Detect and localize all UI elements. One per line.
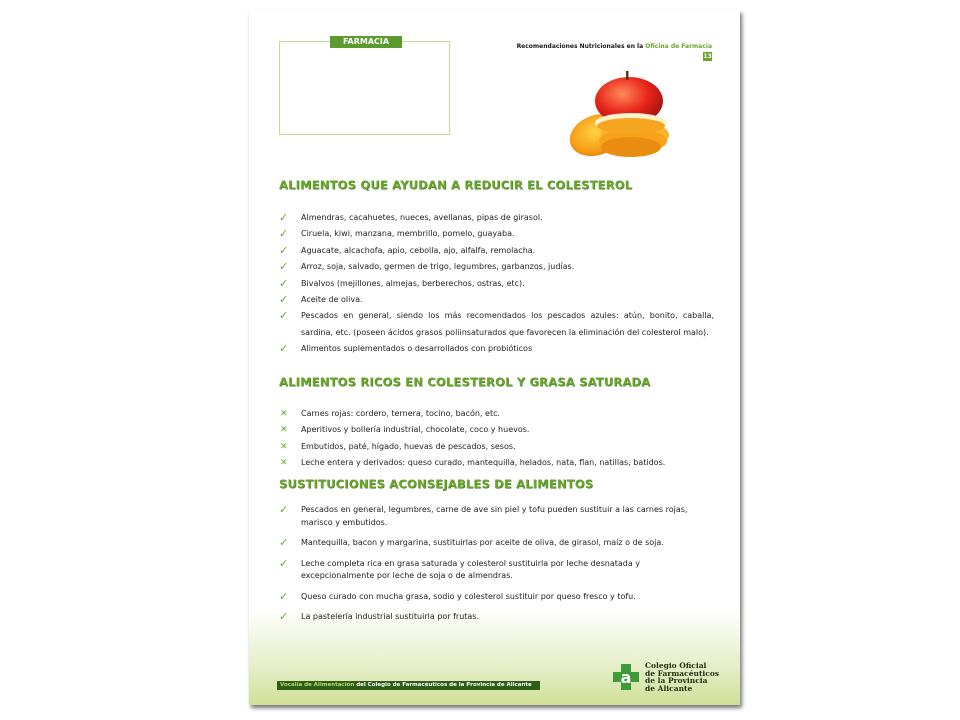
- footer-bar: [277, 681, 540, 690]
- list-item: ✓ Ciruela, kiwi, manzana, membrillo, pomelo, guayaba.: [277, 226, 714, 242]
- check-icon: ✓: [279, 293, 289, 307]
- list-item: ✓ Alimentos suplementados o desarrollados con probióticos: [277, 341, 714, 357]
- college-logo: [613, 662, 733, 696]
- check-icon: ✓: [279, 503, 289, 516]
- reduce-list: [277, 210, 714, 358]
- page-number: 13: [703, 53, 712, 60]
- check-icon: ✓: [279, 309, 289, 323]
- list-item: ✕ Carnes rojas: cordero, ternera, tocino, bacón, etc.: [277, 406, 714, 422]
- check-icon: ✓: [279, 536, 289, 549]
- check-icon: ✓: [279, 276, 289, 290]
- check-icon: ✓: [279, 610, 289, 623]
- logo-text: Colegio Oficial de Farmacéuticos de la Provincia de Alicante: [645, 661, 720, 693]
- list-item: ✓ Queso curado con mucha grasa, sodio y colesterol sustituir por queso fresco y tofu.: [279, 589, 636, 603]
- footer-bar-text: del Colegio de Farmacéuticos de la Provincia de Alicante: [354, 682, 532, 688]
- header-title: [517, 43, 712, 50]
- list-item: ✓ Bivalvos (mejillones, almejas, berberechos, ostras, etc).: [277, 276, 714, 292]
- check-icon: ✓: [279, 211, 289, 224]
- check-icon: ✓: [279, 556, 289, 570]
- section-title-reduce: ALIMENTOS QUE AYUDAN A REDUCIR EL COLESTEROL: [279, 178, 633, 192]
- substitutions-list: [277, 504, 714, 632]
- list-item: ✓ Pescados en general, legumbres, carne de ave sin piel y tofu pueden sustituir a las carnes rojas, marisco y embutidos.: [279, 503, 688, 527]
- header-title-prefix: Recomendaciones Nutricionales en la: [516, 43, 646, 50]
- list-item: ✓ Aguacate, alcachofa, apio, cebolla, ajo, alfalfa, remolacha.: [277, 243, 714, 259]
- check-icon: ✓: [279, 260, 289, 274]
- apple-orange-image: [545, 65, 680, 165]
- list-item: ✓ Mantequilla, bacon y margarina, sustituirlas por aceite de oliva, de girasol, maíz o de soja.: [279, 536, 664, 549]
- document-page: [249, 10, 740, 705]
- pharmacy-stamp-box: [279, 37, 450, 135]
- check-icon: ✓: [279, 342, 289, 356]
- check-icon: ✓: [279, 589, 289, 603]
- pharmacy-cross-logo-icon: [613, 664, 639, 690]
- cross-icon: ✕: [280, 425, 288, 436]
- list-item: ✕ Leche entera y derivados: queso curado, mantequilla, helados, nata, flan, natillas, batidos.: [277, 455, 714, 471]
- header-title-highlight: Oficina de Farmacia: [645, 43, 712, 50]
- cross-icon: ✕: [280, 409, 288, 419]
- check-icon: ✓: [279, 243, 289, 257]
- list-item: ✕ Aperitivos y bollería industrial, chocolate, coco y huevos.: [277, 422, 714, 438]
- farmacia-label: FARMACIA: [330, 36, 402, 48]
- cross-icon: ✕: [280, 458, 288, 469]
- list-item: ✓ Aceite de oliva.: [277, 292, 714, 308]
- list-item: ✓ Arroz, soja, salvado, germen de trigo, legumbres, garbanzos, judías.: [277, 259, 714, 275]
- list-item: ✓ Almendras, cacahuetes, nueces, avellanas, pipas de girasol.: [277, 210, 714, 226]
- list-item: ✓ Pescados en general, siendo los más recomendados los pescados azules: atún, bonito, caballa, sardina, etc. (poseen ácidos grasos poliinsaturados que favorecen la eliminación del colesterol malo).: [279, 309, 714, 337]
- section-title-substitutions: SUSTITUCIONES ACONSEJABLES DE ALIMENTOS: [279, 477, 594, 491]
- list-item: ✓ Leche completa rica en grasa saturada y colesterol sustituirla por leche desnatada y excepcionalmente por leche de soja o de almendras.: [279, 556, 641, 580]
- svg-text:a: a: [620, 668, 632, 687]
- cross-icon: ✕: [280, 441, 288, 452]
- check-icon: ✓: [279, 227, 289, 241]
- rich-list: [277, 406, 714, 472]
- list-item: ✓ La pastelería industrial sustituirla por frutas.: [279, 610, 480, 623]
- section-title-rich: ALIMENTOS RICOS EN COLESTEROL Y GRASA SATURADA: [279, 375, 651, 389]
- footer-bar-highlight: Vocalía de Alimentación: [280, 682, 355, 688]
- list-item: ✕ Embutidos, paté, hígado, huevas de pescados, sesos.: [277, 439, 714, 455]
